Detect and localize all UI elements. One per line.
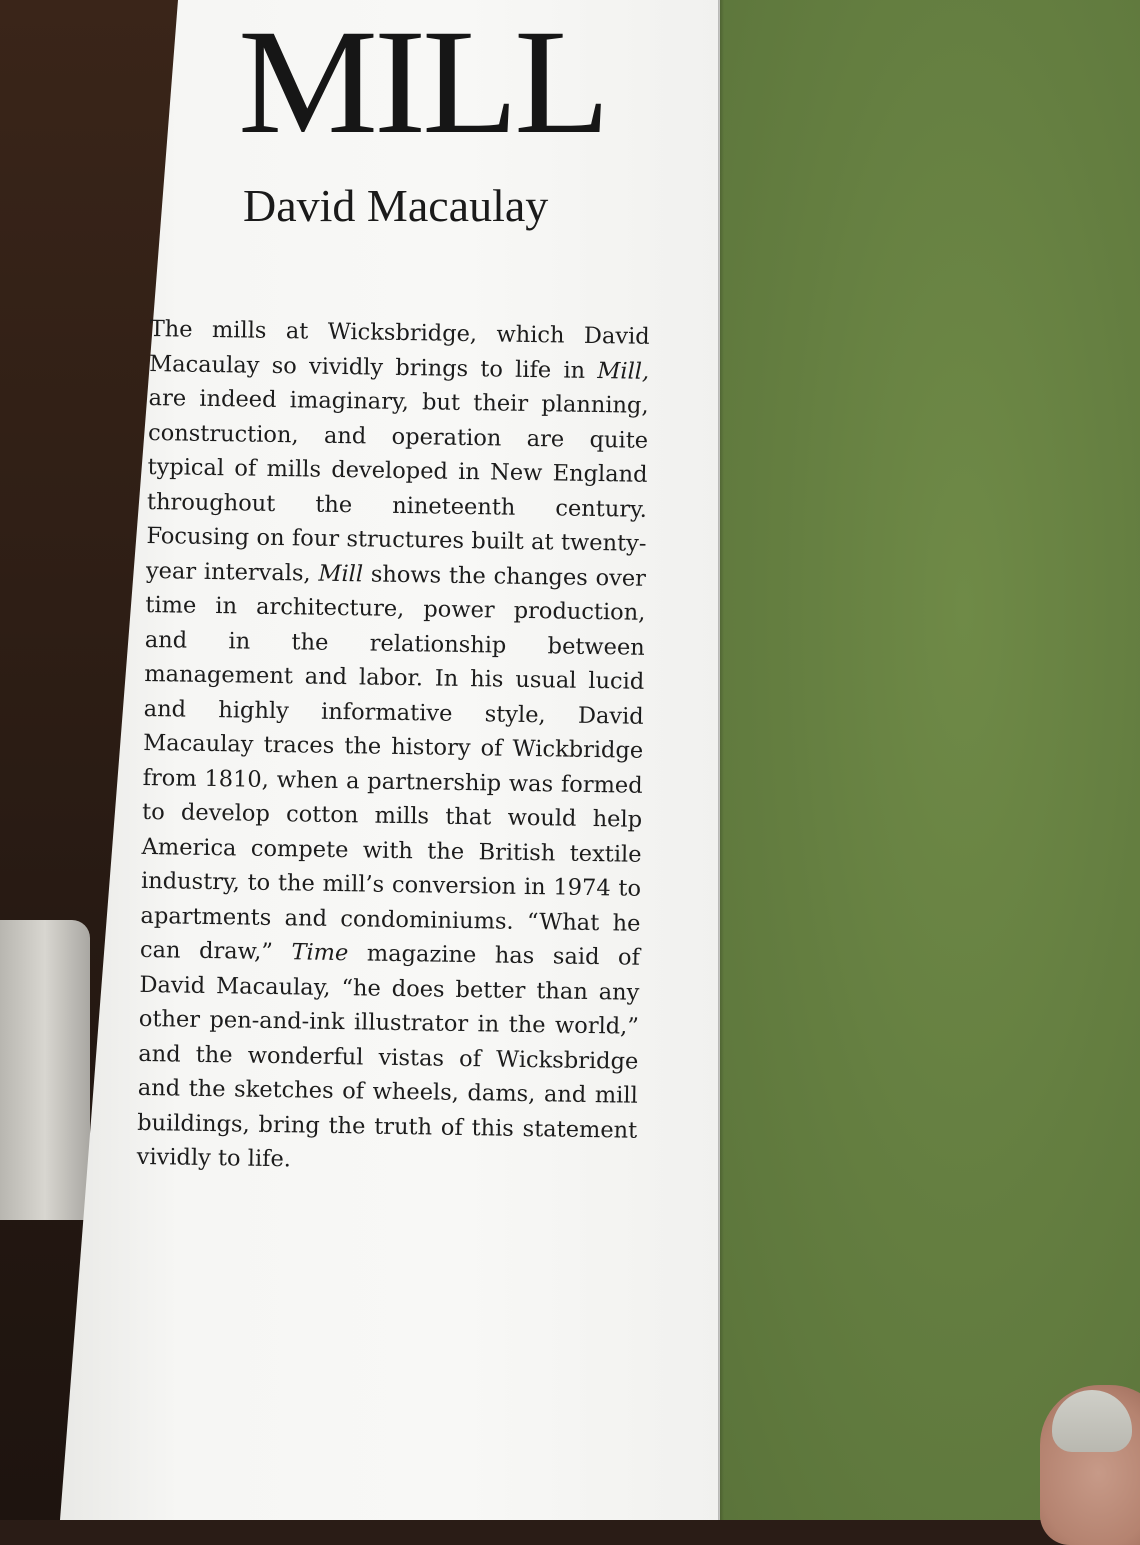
background-object: [0, 920, 90, 1220]
blurb-italic-title: Mill: [318, 560, 364, 587]
book-title: MILL: [238, 0, 607, 165]
blurb-text: are indeed imaginary, but their planning, construction, and operation are quite typical of mills developed in New England throughout the nineteenth century. Focusing on four structures built at twenty-year intervals,: [145, 384, 649, 587]
book-author: David Macaulay: [243, 180, 549, 231]
jacket-edge-shadow: [718, 0, 724, 1520]
blurb-text: shows the changes over time in architecture, power production, and in the relationship between management and labor. In his usual lucid and highly informative style, David Macaulay traces the history of Wickbridge from 1810, when a partnership was formed to develop cotton mills that would help America compete with the British textile industry, to the mill’s conversion in 1974 to apartments and condominiums. “What he can draw,”: [139, 560, 647, 966]
blurb-italic-magazine: Time: [291, 939, 349, 967]
blurb-text: magazine has said of David Macaulay, “he does better than any other pen-and-ink illustrator in the world,” and the wonderful vistas of Wicksbridge and the sketches of wheels, dams, and mill buildings, bring the truth of this statement vividly to life.: [136, 940, 641, 1173]
green-book-board: [700, 0, 1140, 1520]
jacket-blurb: [136, 312, 649, 1182]
blurb-italic-title: Mill,: [597, 357, 650, 385]
blurb-text: The mills at Wicksbridge, which David Macaulay so vividly brings to life in: [148, 315, 650, 384]
